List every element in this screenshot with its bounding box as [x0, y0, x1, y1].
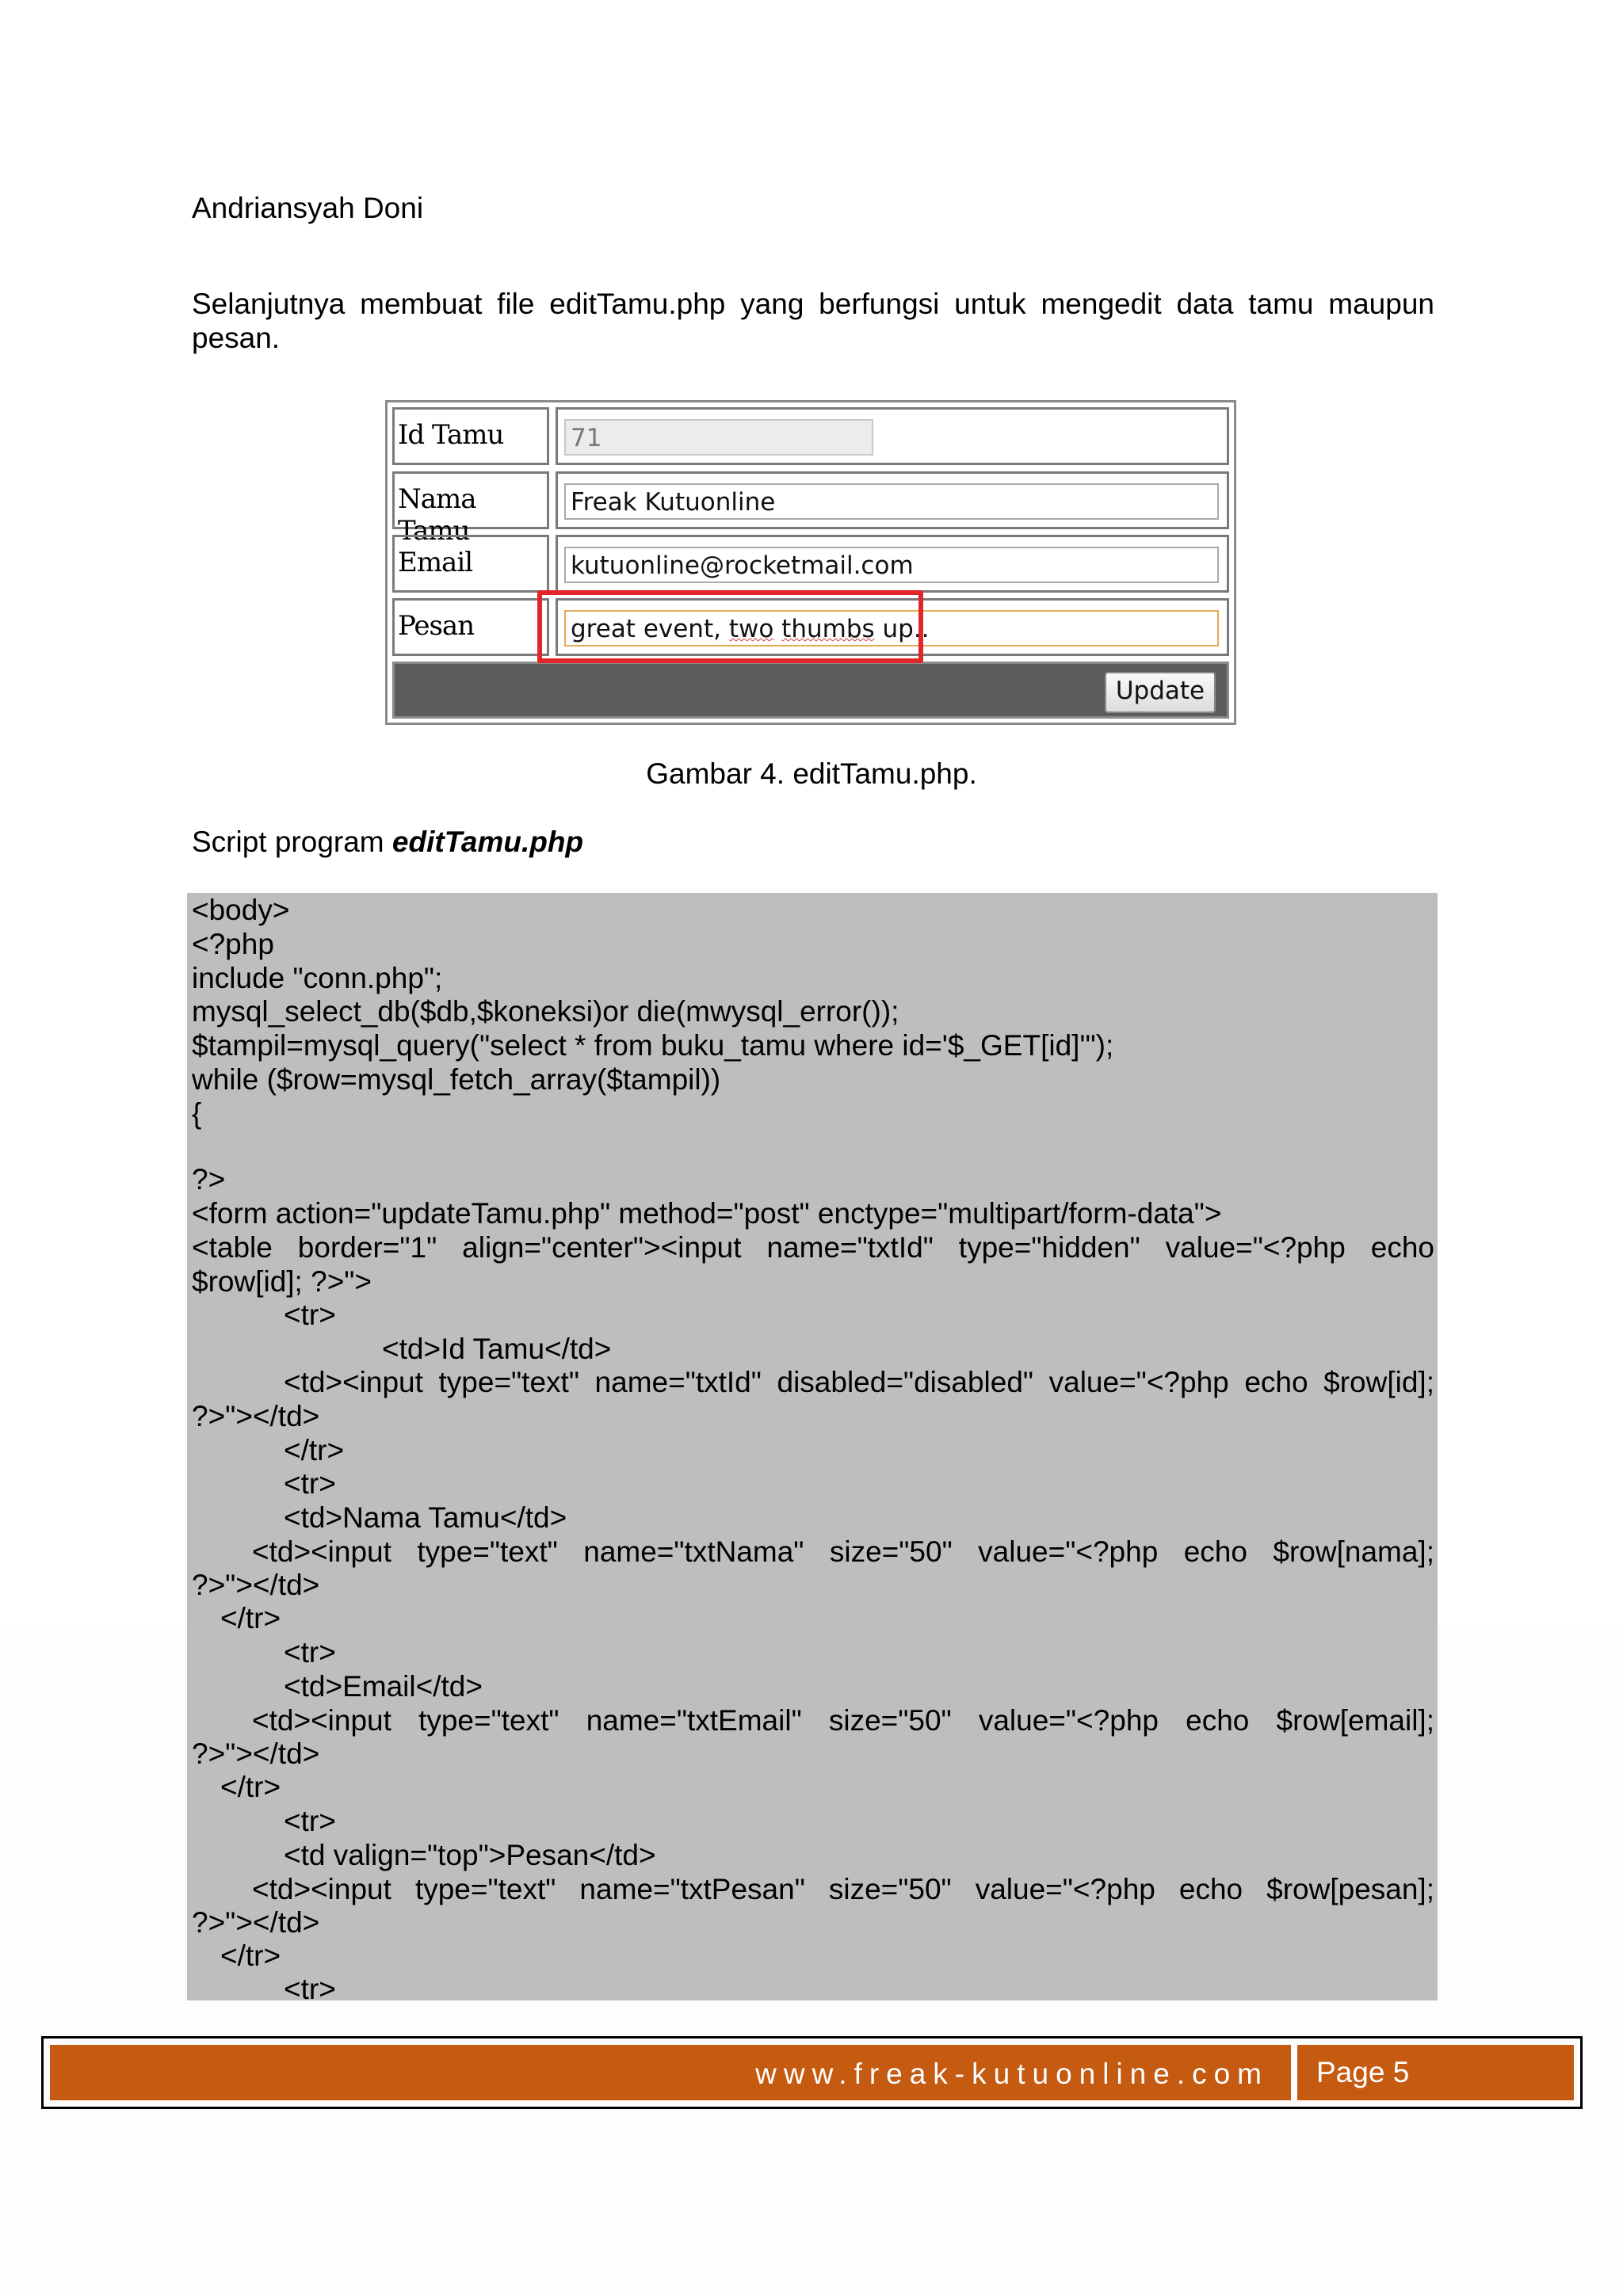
- code-line: ?>"></td>: [192, 1400, 320, 1432]
- script-heading-prefix: Script program: [192, 826, 392, 858]
- code-line: {: [192, 1097, 202, 1130]
- code-line: ?>"></td>: [192, 1906, 320, 1939]
- nama-label: Nama Tamu: [392, 471, 549, 529]
- code-line: ?>: [192, 1163, 226, 1196]
- script-heading: [192, 826, 583, 859]
- code-line: <tr>: [284, 1467, 336, 1500]
- nama-cell: [556, 471, 1229, 529]
- page-footer: [41, 2036, 1583, 2109]
- code-line: ?>"></td>: [192, 1737, 320, 1770]
- pesan-text-prefix: great event,: [571, 615, 729, 643]
- intro-paragraph: Selanjutnya membuat file editTamu.php yang berfungsi untuk mengedit data tamu maupun pesan.: [192, 288, 1434, 354]
- code-line: <tr>: [284, 1299, 336, 1331]
- code-line: <td><input type="text" name="txtNama" size="50" value="<?php echo $row[nama];: [252, 1535, 1434, 1568]
- footer-website-link[interactable]: www.freak-kutuonline.com: [50, 2045, 1291, 2100]
- code-line: </tr>: [220, 1602, 281, 1634]
- code-line: <?php: [192, 928, 274, 960]
- form-row-id: [392, 407, 1229, 465]
- footer-page-number: Page 5: [1297, 2045, 1574, 2100]
- code-line: </tr>: [284, 1434, 345, 1466]
- code-line: <td>Id Tamu</td>: [382, 1333, 612, 1365]
- code-line: </tr>: [220, 1771, 281, 1803]
- pesan-text-word-thumbs: thumbs: [781, 615, 875, 643]
- code-line: <tr>: [284, 1805, 336, 1837]
- form-button-bar: [392, 662, 1229, 719]
- code-line: <td><input type="text" name="txtEmail" size="50" value="<?php echo $row[email];: [252, 1704, 1434, 1737]
- update-button[interactable]: Update: [1105, 672, 1216, 713]
- email-cell: [556, 535, 1229, 593]
- code-line: <tr>: [284, 1973, 336, 2005]
- code-line: <td><input type="text" name="txtPesan" size="50" value="<?php echo $row[pesan];: [252, 1873, 1434, 1905]
- form-row-email: [392, 535, 1229, 593]
- edit-form-figure: [385, 400, 1236, 725]
- id-cell: [556, 407, 1229, 465]
- code-line: <form action="updateTamu.php" method="post" enctype="multipart/form-data">: [192, 1197, 1222, 1230]
- pesan-text-word-two: two: [728, 615, 774, 643]
- code-line: while ($row=mysql_fetch_array($tampil)): [192, 1063, 721, 1096]
- author-header: Andriansyah Doni: [192, 192, 424, 224]
- figure-caption: Gambar 4. editTamu.php.: [646, 757, 977, 790]
- code-line: <td><input type="text" name="txtId" disabled="disabled" value="<?php echo $row[id];: [284, 1366, 1434, 1398]
- code-line: <td>Nama Tamu</td>: [284, 1501, 567, 1534]
- code-line: <table border="1" align="center"><input name="txtId" type="hidden" value="<?php echo: [192, 1231, 1434, 1264]
- code-line: <tr>: [284, 1636, 336, 1669]
- email-field[interactable]: kutuonline@rocketmail.com: [564, 547, 1219, 583]
- email-label: Email: [392, 535, 549, 593]
- code-line: $tampil=mysql_query("select * from buku_tamu where id='$_GET[id]'");: [192, 1029, 1114, 1062]
- nama-field[interactable]: Freak Kutuonline: [564, 483, 1219, 520]
- highlight-annotation-box: [537, 590, 923, 663]
- code-line: <td>Email</td>: [284, 1670, 483, 1703]
- form-row-nama: [392, 471, 1229, 547]
- id-field: 71: [564, 419, 873, 456]
- code-line: <body>: [192, 894, 290, 926]
- code-block: [187, 893, 1438, 2005]
- code-line: ?>"></td>: [192, 1569, 320, 1601]
- id-label: Id Tamu: [392, 407, 549, 465]
- pesan-text-suffix: up..: [874, 615, 930, 643]
- code-line: </tr>: [220, 1939, 281, 1972]
- code-line: <td valign="top">Pesan</td>: [284, 1839, 656, 1871]
- script-heading-file: editTamu.php: [391, 826, 584, 858]
- code-line: $row[id]; ?>">: [192, 1265, 372, 1298]
- pesan-label: Pesan: [392, 598, 549, 656]
- code-line: mysql_select_db($db,$koneksi)or die(mwysql_error());: [192, 995, 899, 1028]
- code-line: include "conn.php";: [192, 962, 443, 994]
